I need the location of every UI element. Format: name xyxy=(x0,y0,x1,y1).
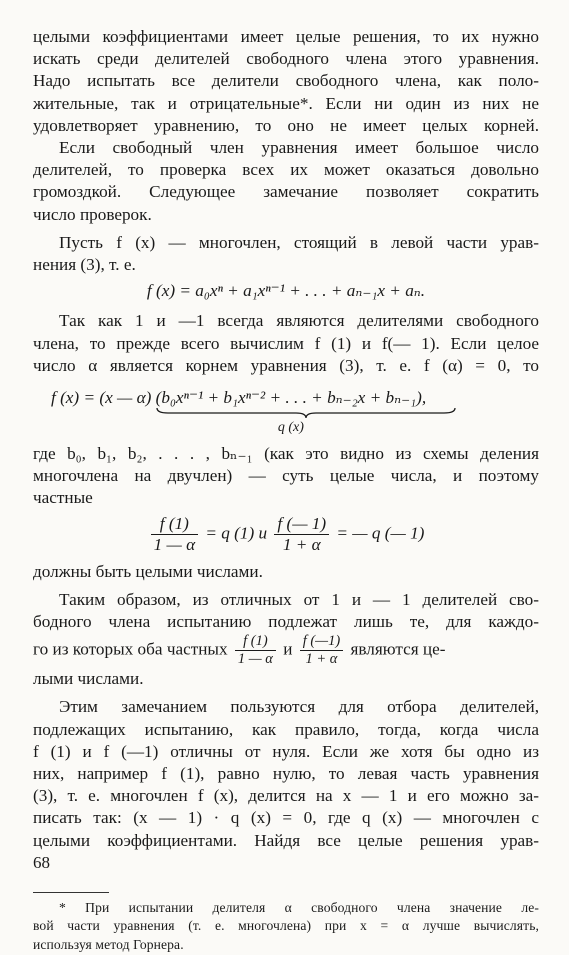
text-line: Таким образом, из отличных от 1 и — 1 делителей сво- xyxy=(59,589,539,609)
text-line: бодного члена испытанию подлежат лишь те, для каждо- xyxy=(33,612,539,632)
fraction xyxy=(235,633,276,668)
text-line: число проверок. xyxy=(33,204,152,224)
footnote-divider xyxy=(33,892,109,893)
text-line: нения (3), т. е. xyxy=(33,255,136,275)
text-line: Если свободный член уравнения имеет большое число xyxy=(59,138,539,158)
text-line: целыми коэффициентами имеет целые решения, то их нужно xyxy=(33,27,539,46)
text-line: частные xyxy=(33,488,93,508)
fraction-denominator: 1 + α xyxy=(282,534,321,554)
text-line: где b₀, b₁, b₂, . . . , bₙ₋₁ (как это видно из схемы деления xyxy=(33,444,539,464)
fraction-numerator: f (—1) xyxy=(300,633,343,651)
text-line: Пусть f (x) — многочлен, стоящий в левой части урав- xyxy=(59,232,539,252)
footnote-line: используя метод Горнера. xyxy=(33,937,184,953)
text-line: целыми коэффициентами. Найдя все целые решения урав- xyxy=(33,830,539,850)
underbrace-label: q (x) xyxy=(277,420,304,436)
text-line: лыми числами. xyxy=(33,669,144,689)
formula-factorization xyxy=(33,381,539,443)
text-line: (3), т. е. многочлен f (x), делится на x — 1 и его можно за- xyxy=(33,786,539,806)
fraction-denominator: 1 — α xyxy=(237,651,273,668)
page-body xyxy=(33,26,539,955)
text-line: Этим замечанием пользуются для отбора делителей, xyxy=(59,697,539,717)
text-line: Надо испытать все делители свободного члена, как поло- xyxy=(33,71,539,91)
text-line: число α является корнем уравнения (3), т. е. f (α) = 0, то xyxy=(33,355,539,375)
text-line: многочлена на двучлен) — суть целые числа, и поэтому xyxy=(33,466,539,486)
text-line: делителей, то проверка всех их может оказаться довольно xyxy=(33,160,539,180)
fraction-numerator: f (1) xyxy=(151,514,199,535)
footnote-line: * При испытании делителя α свободного члена значение ле- xyxy=(59,899,539,915)
text-line: f (1) и f (—1) отличны от нуля. Если же хотя бы одно из xyxy=(33,741,539,761)
fraction-denominator: 1 — α xyxy=(153,534,196,554)
formula-left: f (x) = (x — α) xyxy=(51,388,152,408)
fraction-numerator: f (— 1) xyxy=(274,514,329,535)
fraction xyxy=(151,514,199,555)
text-line-with-fractions xyxy=(33,633,539,668)
fraction-denominator: 1 + α xyxy=(305,651,338,668)
text-line: них, например f (1), равно нулю, то левая часть уравнения xyxy=(33,764,539,784)
formula-text: = q (1) и xyxy=(205,523,268,543)
text-line: подлежащих испытанию, как правило, тогда, когда числа xyxy=(33,719,539,739)
formula-text: = — q (— 1) xyxy=(336,523,425,543)
text-line: жительные, так и отрицательные*. Если ни один из них не xyxy=(33,93,539,113)
text-line: искать среди делителей свободного члена этого уравнения. xyxy=(33,49,539,69)
text-line: должны быть целыми числами. xyxy=(33,561,263,581)
text-line: Так как 1 и —1 всегда являются делителями свободного xyxy=(59,311,539,331)
text-line: писать так: (x — 1) · q (x) = 0, где q (x) — многочлен с xyxy=(33,808,539,828)
text-fragment: и xyxy=(283,639,293,659)
fraction-numerator: f (1) xyxy=(235,633,276,651)
text-line: громоздкой. Следующее замечание позволяет сократить xyxy=(33,182,539,202)
footnote-line: вой части уравнения (т. е. многочлена) при x = α лучше вычислять, xyxy=(33,918,539,934)
text-fragment: являются це- xyxy=(350,639,446,659)
formula-underbraced xyxy=(155,387,427,436)
text-line: удовлетворяет уравнению, то оно не имеет целых корней. xyxy=(33,115,539,135)
fraction xyxy=(300,633,343,668)
text-fragment: го из которых оба частных xyxy=(33,639,228,659)
fraction xyxy=(274,514,329,555)
formula-quotients xyxy=(33,514,539,555)
text-line: члена, то прежде всего вычислим f (1) и f(— 1). Если целое xyxy=(33,333,539,353)
formula-quotient: (b₀xⁿ⁻¹ + b₁xⁿ⁻² + . . . + bₙ₋₂x + bₙ₋₁), xyxy=(155,388,427,408)
formula-polynomial: f (x) = a₀xⁿ + a₁xⁿ⁻¹ + . . . + aₙ₋₁x + aₙ. xyxy=(146,281,426,301)
page-number: 68 xyxy=(33,853,50,872)
